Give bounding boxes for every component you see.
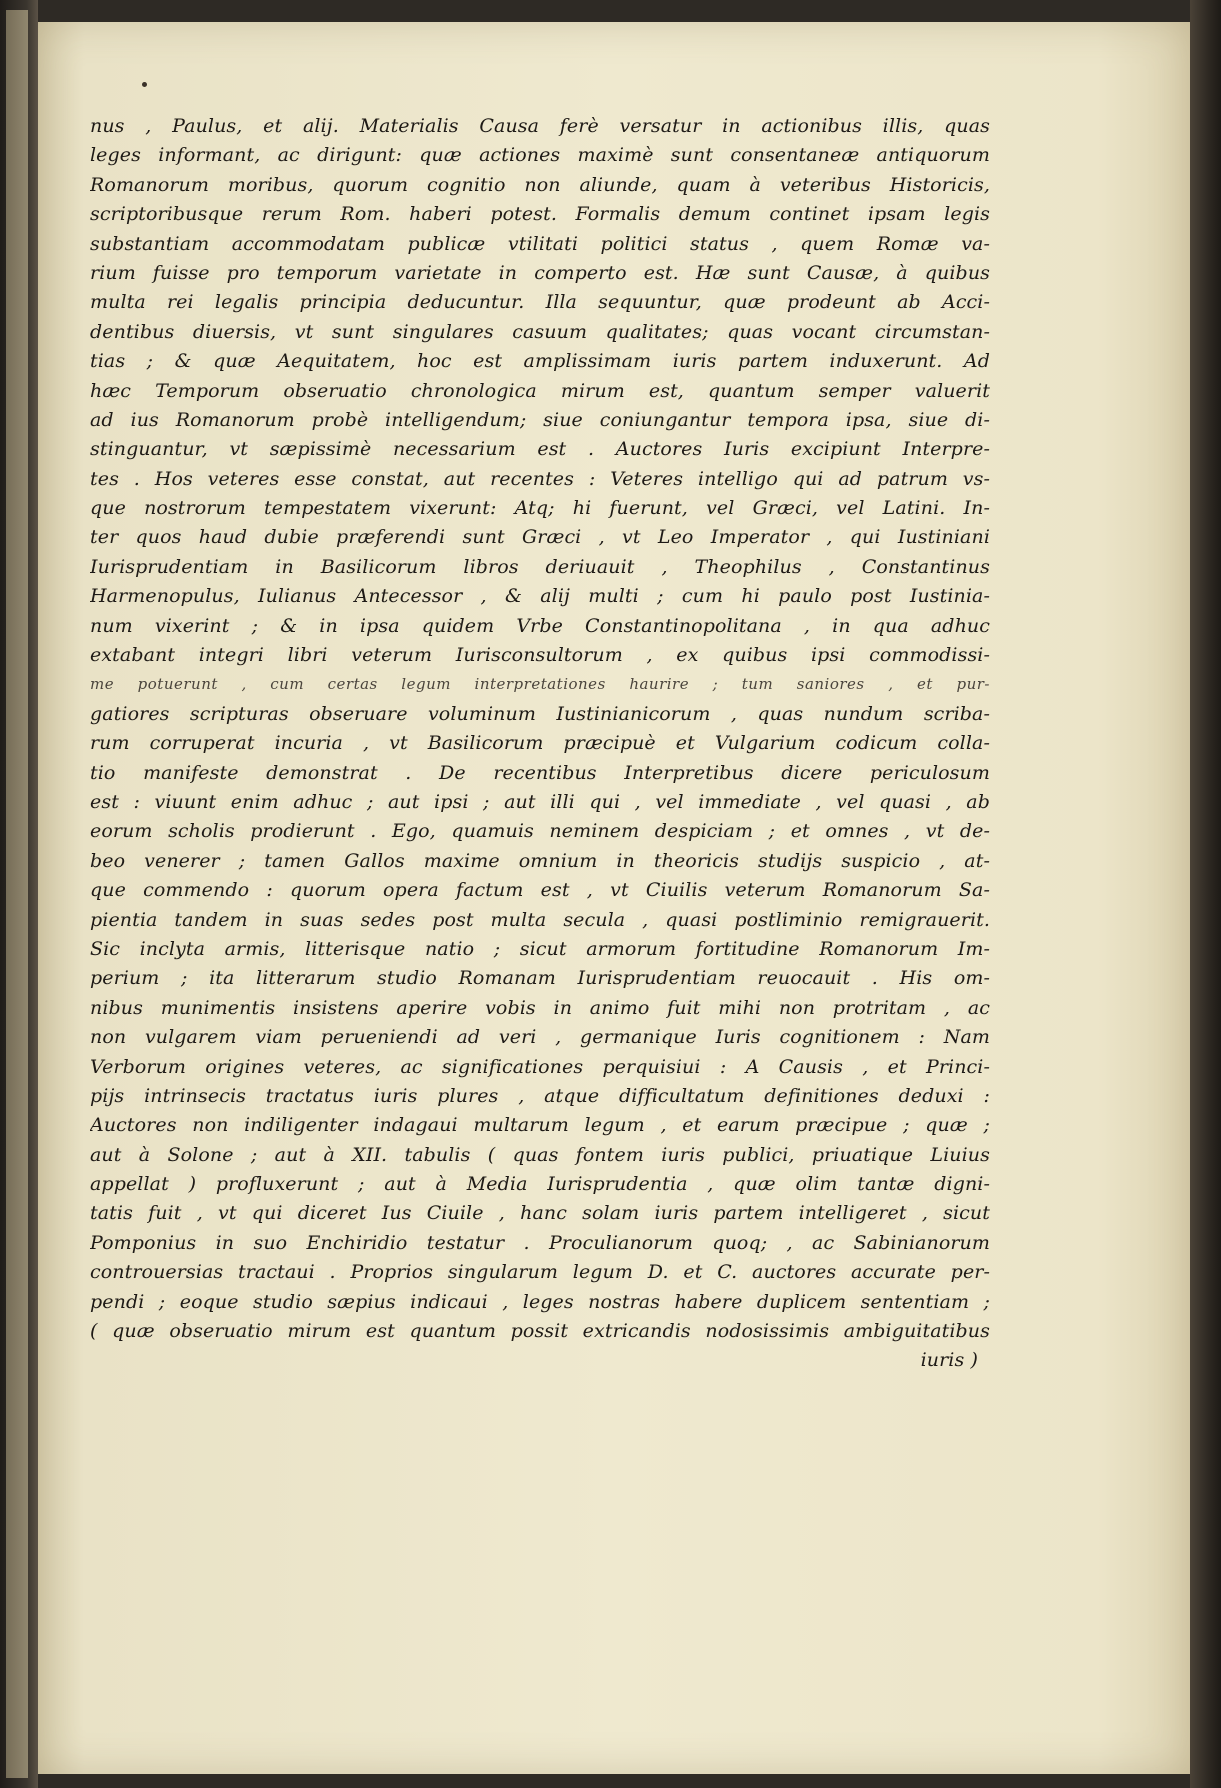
text-line: Auctores non indiligenter indagaui multarum legum , et earum præcipue ; quæ ;: [90, 1114, 990, 1137]
text-line: leges informant, ac dirigunt: quæ actiones maximè sunt consentaneæ antiquorum: [90, 144, 990, 167]
text-line: pendi ; eoque studio sæpius indicaui , leges nostras habere duplicem sententiam ;: [90, 1290, 990, 1313]
text-line: aut à Solone ; aut à XII. tabulis ( quas fontem iuris publici, priuatique Liuius: [90, 1143, 990, 1166]
text-line: dentibus diuersis, vt sunt singulares casuum qualitates; quas vocant circumstan-: [90, 320, 990, 343]
text-line: Sic inclyta armis, litterisque natio ; sicut armorum fortitudine Romanorum Im-: [90, 937, 990, 960]
text-line: Iurisprudentiam in Basilicorum libros deriuauit , Theophilus , Constantinus: [90, 555, 990, 578]
text-line: ad ius Romanorum probè intelligendum; siue coniungantur tempora ipsa, siue di-: [90, 408, 990, 431]
text-line: nus , Paulus, et alij. Materialis Causa ferè versatur in actionibus illis, quas: [90, 115, 990, 137]
text-line: controuersias tractaui . Proprios singularum legum D. et C. auctores accurate per-: [90, 1261, 990, 1284]
book-cover-edge: [0, 0, 38, 1788]
text-line: perium ; ita litterarum studio Romanam Iurisprudentiam reuocauit . His om-: [90, 967, 990, 990]
text-line: non vulgarem viam perueniendi ad veri , germanique Iuris cognitionem : Nam: [90, 1026, 990, 1049]
ink-dot: [142, 82, 147, 87]
body-text: [90, 112, 990, 1376]
text-line: hæc Temporum obseruatio chronologica mirum est, quantum semper valuerit: [90, 379, 990, 402]
text-line: tes . Hos veteres esse constat, aut recentes : Veteres intelligo qui ad patrum vs-: [90, 467, 990, 490]
page-right-border: [1190, 0, 1221, 1788]
text-line: ( quæ obseruatio mirum est quantum possit extricandis nodosissimis ambiguitatibus: [90, 1320, 990, 1343]
text-line: tatis fuit , vt qui diceret Ius Ciuile , hanc solam iuris partem intelligeret , sicut: [90, 1202, 990, 1225]
text-line: tio manifeste demonstrat . De recentibus Interpretibus dicere periculosum: [90, 761, 990, 784]
text-line: gatiores scripturas obseruare voluminum Iustinianicorum , quas nundum scriba-: [90, 702, 990, 725]
text-line: rium fuisse pro temporum varietate in comperto est. Hæ sunt Causæ, à quibus: [90, 261, 990, 284]
text-line: Harmenopulus, Iulianus Antecessor , & alij multi ; cum hi paulo post Iustinia-: [90, 585, 990, 608]
text-line: stinguantur, vt sæpissimè necessarium est . Auctores Iuris excipiunt Interpre-: [90, 438, 990, 461]
text-line: pijs intrinsecis tractatus iuris plures , atque difficultatum definitiones deduxi :: [90, 1084, 990, 1107]
text-line: scriptoribusque rerum Rom. haberi potest. Formalis demum continet ipsam legis: [90, 203, 990, 226]
text-line: nibus munimentis insistens aperire vobis in animo fuit mihi non protritam , ac: [90, 996, 990, 1019]
text-line: multa rei legalis principia deducuntur. Illa sequuntur, quæ prodeunt ab Acci-: [90, 291, 990, 314]
text-line: que nostrorum tempestatem vixerunt: Atq; hi fuerunt, vel Græci, vel Latini. In-: [90, 497, 990, 520]
catchword: iuris ): [920, 1349, 978, 1372]
text-line: ter quos haud dubie præferendi sunt Græci , vt Leo Imperator , qui Iustiniani: [90, 526, 990, 549]
text-line: Verborum origines veteres, ac significationes perquisiui : A Causis , et Princi-: [90, 1055, 990, 1078]
text-line: tias ; & quæ Aequitatem, hoc est amplissimam iuris partem induxerunt. Ad: [90, 350, 990, 373]
text-line-faint: me potuerunt , cum certas legum interpretationes haurire ; tum saniores , et pur-: [90, 675, 990, 694]
text-line: appellat ) profluxerunt ; aut à Media Iurisprudentia , quæ olim tantæ digni-: [90, 1173, 990, 1196]
text-line: Romanorum moribus, quorum cognitio non aliunde, quam à veteribus Historicis,: [90, 173, 990, 196]
facing-page-edge: [6, 10, 28, 1778]
text-line: substantiam accommodatam publicæ vtilitati politici status , quem Romæ va-: [90, 232, 990, 255]
text-line: pientia tandem in suas sedes post multa secula , quasi postliminio remigrauerit.: [90, 908, 990, 931]
text-line: extabant integri libri veterum Iurisconsultorum , ex quibus ipsi commodissi-: [90, 644, 990, 667]
text-line: est : viuunt enim adhuc ; aut ipsi ; aut illi qui , vel immediate , vel quasi , ab: [90, 790, 990, 813]
text-line: num vixerint ; & in ipsa quidem Vrbe Constantinopolitana , in qua adhuc: [90, 614, 990, 637]
text-line: eorum scholis prodierunt . Ego, quamuis neminem despiciam ; et omnes , vt de-: [90, 820, 990, 843]
text-line: rum corruperat incuria , vt Basilicorum præcipuè et Vulgarium codicum colla-: [90, 732, 990, 755]
text-line: que commendo : quorum opera factum est , vt Ciuilis veterum Romanorum Sa-: [90, 879, 990, 902]
text-line: beo venerer ; tamen Gallos maxime omnium in theoricis studijs suspicio , at-: [90, 849, 990, 872]
text-line: Pomponius in suo Enchiridio testatur . Proculianorum quoq; , ac Sabinianorum: [90, 1231, 990, 1254]
